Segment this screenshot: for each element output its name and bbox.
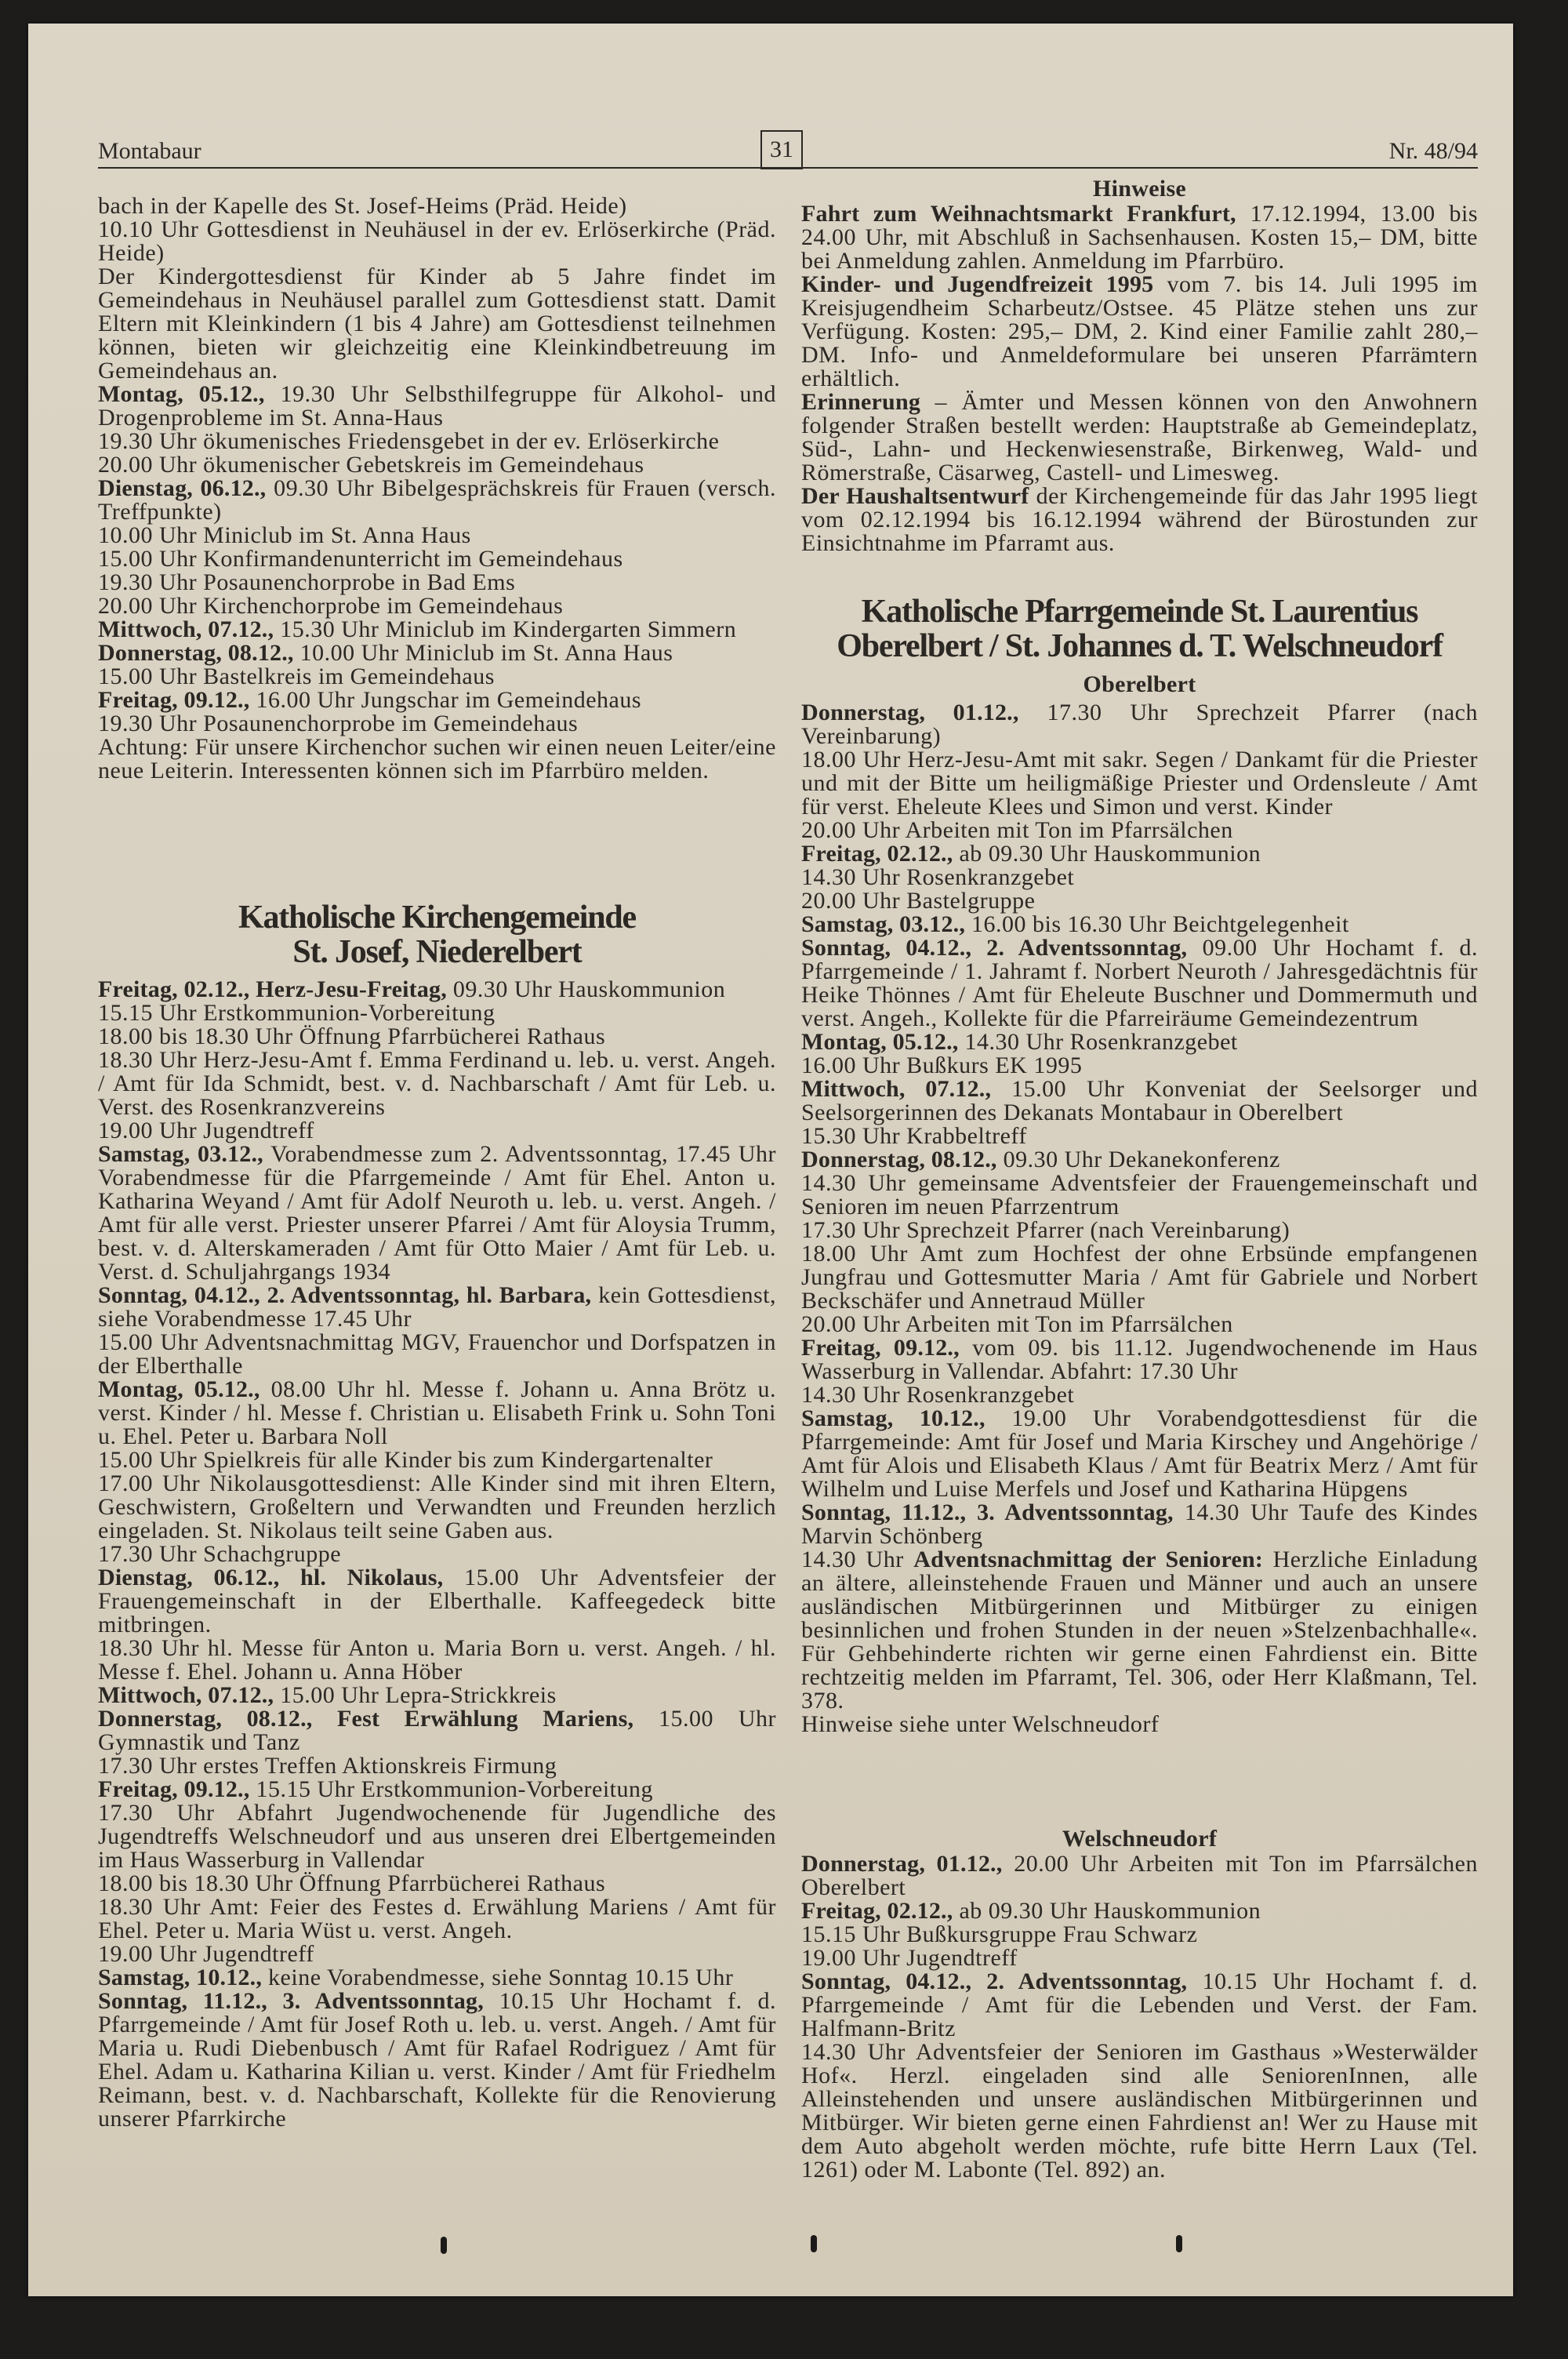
schedule-entry (98, 1143, 776, 1284)
entry-text: 20.00 Uhr Arbeiten mit Ton im Pfarrsälchen (801, 817, 1233, 843)
schedule-entry (801, 1970, 1478, 2041)
entry-text: 15.00 Uhr Adventsfeier der Frauengemeinschaft in der Elberthalle. Kaffeegedeck bitte mitbringen. (98, 1565, 776, 1637)
entry-text: 20.00 Uhr Arbeiten mit Ton im Pfarrsälchen Oberelbert (801, 1851, 1478, 1900)
schedule-entry (98, 1896, 776, 1943)
schedule-entry (801, 748, 1478, 819)
schedule-entry (801, 819, 1478, 842)
entry-prefix: 14.30 Uhr (801, 1547, 914, 1572)
schedule-entry (98, 1943, 776, 1966)
entry-bold-lead: Mittwoch, 07.12., (98, 1682, 274, 1708)
schedule-entry (98, 665, 776, 689)
schedule-entry (801, 1501, 1478, 1548)
niederelbert-entries (98, 978, 776, 2131)
entry-text: 15.00 Uhr Konveniat der Seelsorger und Seelsorgerinnen des Dekanats Montabaur in Oberelbert (801, 1076, 1478, 1125)
entry-text: 19.30 Uhr ökumenisches Friedensgebet in der ev. Erlöserkirche (98, 428, 720, 454)
oberelbert-entries (801, 701, 1478, 1736)
entry-text: 19.00 Uhr Jugendtreff (98, 1118, 314, 1143)
entry-text: 14.30 Uhr Adventsfeier der Senioren im Gasthaus »Westerwälder Hof«. Herzl. eingeladen sind alle SeniorenInnen, alle Alleinstehenden und unsere ausländischen Mitbürgerinnen und Mitbürger. Wir bieten gerne einen Fahrdienst an! Wer zu Hause mit dem Auto abgeholt werden möchte, rufe bitte Herrn Laux (Tel. 1261) oder M. Labonte (Tel. 892) an. (801, 2039, 1478, 2183)
schedule-entry (98, 1754, 776, 1778)
entry-bold-lead: Freitag, 09.12., (98, 1776, 250, 1802)
page-number: 31 (760, 130, 803, 169)
punch-mark (441, 2237, 447, 2254)
schedule-entry (801, 1407, 1478, 1501)
welschneudorf-heading: Welschneudorf (1062, 1826, 1218, 1852)
entry-text: 15.15 Uhr Bußkursgruppe Frau Schwarz (801, 1921, 1198, 1947)
entry-text: vom 7. bis 14. Juli 1995 im Kreisjugendheim Scharbeutz/Ostsee. 45 Plätze stehen uns zur Verfügung. Kosten: 295,– DM, 2. Kind einer Familie zahlt 280,– DM. Info- und Anmeldeformulare bei unseren Pfarrämtern erhältlich. (801, 271, 1478, 391)
entry-bold-lead: Samstag, 10.12., (801, 1405, 985, 1431)
entry-text: 10.10 Uhr Gottesdienst in Neuhäusel in der ev. Erlöserkirche (Präd. Heide) (98, 216, 776, 266)
entry-bold-lead: Freitag, 09.12., (801, 1335, 960, 1361)
entry-text: 17.30 Uhr Abfahrt Jugendwochenende für Jugendliche des Jugendtreffs Welschneudorf und aus unseren drei Elbertgemeinden im Haus Wasserburg in Vallendar (98, 1800, 776, 1873)
entry-text: 14.30 Uhr gemeinsame Adventsfeier der Frauengemeinschaft und Senioren im neuen Pfarrzentrum (801, 1170, 1478, 1219)
schedule-entry (98, 1049, 776, 1119)
entry-text: 15.00 Uhr Gymnastik und Tanz (98, 1706, 776, 1755)
schedule-entry (98, 1284, 776, 1331)
schedule-entry (801, 1923, 1478, 1946)
schedule-entry (801, 842, 1478, 866)
entry-text: ab 09.30 Uhr Hauskommunion (953, 841, 1261, 867)
entry-text: 15.30 Uhr Krabbeltreff (801, 1123, 1027, 1149)
entry-text: keine Vorabendmesse, siehe Sonntag 10.15 Uhr (262, 1965, 734, 1990)
schedule-entry (801, 1054, 1478, 1078)
punch-mark (811, 2235, 817, 2252)
schedule-entry (801, 1078, 1478, 1125)
oberelbert-heading: Oberelbert (1083, 671, 1196, 697)
entry-text: 09.00 Uhr Hochamt f. d. Pfarrgemeinde / 1. Jahramt f. Norbert Neuroth / Jahresgedächtnis für Heike Thönnes / Amt für Eheleute Buschner und Dommermuth und verst. Angeh., Kollekte für die Pfarreiräume Gemeindezentrum (801, 935, 1478, 1031)
entry-text: 19.00 Uhr Vorabendgottesdienst für die Pfarrgemeinde: Amt für Josef und Maria Kirschey und Angehörige / Amt für Alois und Elisabeth Klaus / Amt für Beatrix Merz / Amt für Wilhelm und Luise Merfels und Josef und Katharina Hüpgens (801, 1405, 1478, 1502)
entry-bold-lead: Erinnerung (801, 389, 921, 415)
schedule-entry (801, 913, 1478, 936)
schedule-entry (98, 642, 776, 665)
schedule-entry (801, 1172, 1478, 1219)
entry-text: 19.30 Uhr Posaunenchorprobe im Gemeindehaus (98, 711, 579, 736)
entry-bold-lead: Der Haushaltsentwurf (801, 483, 1029, 509)
entry-bold-lead: Sonntag, 11.12., 3. Adventssonntag, (98, 1988, 484, 2014)
left-top-entries (98, 194, 776, 783)
entry-text: 16.00 Uhr Bußkurs EK 1995 (801, 1052, 1083, 1078)
schedule-entry (98, 1566, 776, 1637)
punch-mark (1176, 2235, 1182, 2252)
entry-bold-lead: Freitag, 09.12., (98, 687, 250, 713)
entry-text: bach in der Kapelle des St. Josef-Heims (Präd. Heide) (98, 193, 627, 219)
schedule-entry (801, 1899, 1478, 1923)
hinweise-entries (801, 202, 1478, 555)
entry-text: 14.30 Uhr Rosenkranzgebet (801, 1382, 1075, 1408)
entry-text: 18.00 bis 18.30 Uhr Öffnung Pfarrbücherei Rathaus (98, 1023, 606, 1049)
schedule-entry (98, 194, 776, 218)
entry-text: 18.00 bis 18.30 Uhr Öffnung Pfarrbücherei Rathaus (98, 1870, 606, 1896)
entry-text: 18.00 Uhr Amt zum Hochfest der ohne Erbsünde empfangenen Jungfrau und Gottesmutter Maria / Amt für Gabriele und Norbert Beckschäfer und Annetraud Müller (801, 1241, 1478, 1314)
entry-bold-lead: Samstag, 10.12., (98, 1965, 263, 1990)
schedule-entry (98, 1872, 776, 1896)
niederelbert-heading-line2: St. Josef, Niederelbert (292, 934, 582, 970)
schedule-entry (801, 1852, 1478, 1899)
entry-bold-lead: Samstag, 03.12., (98, 1141, 263, 1167)
entry-bold-lead: Dienstag, 06.12., hl. Nikolaus, (98, 1565, 444, 1590)
entry-text: 19.30 Uhr Posaunenchorprobe in Bad Ems (98, 569, 516, 595)
welschneudorf-entries (801, 1852, 1478, 2182)
entry-text: Herzliche Einladung an ältere, alleinstehende Frauen und Männer und auch an unsere ausländischen Mitbürgerinnen und Mitbürger zu einigen besinnlichen und frohen Stunden in der neuen »Stelzenbachhalle«. Für Gehbehinderte richten wir gerne einen Fahrdienst ein. Bitte rechtzeitig melden im Pfarramt, Tel. 306, oder Herr Klaßmann, Tel. 378. (801, 1547, 1479, 1714)
schedule-entry (801, 273, 1478, 391)
entry-bold-lead: Donnerstag, 08.12., (801, 1147, 997, 1172)
schedule-entry (98, 1778, 776, 1801)
entry-text: 15.00 Uhr Adventsnachmittag MGV, Frauenchor und Dorfspatzen in der Elberthalle (98, 1329, 776, 1379)
schedule-entry (98, 383, 776, 430)
entry-bold-lead: Sonntag, 04.12., 2. Adventssonntag, (801, 935, 1188, 961)
entry-text: 16.00 Uhr Jungschar im Gemeindehaus (249, 687, 642, 713)
entry-text: 17.00 Uhr Nikolausgottesdienst: Alle Kinder sind mit ihren Eltern, Geschwistern, Großeltern und Verwandten und Freunden herzlich eingeladen. St. Nikolaus teilt seine Gaben aus. (98, 1470, 776, 1543)
entry-text: 17.30 Uhr Schachgruppe (98, 1541, 342, 1567)
entry-text: 20.00 Uhr Bastelgruppe (801, 888, 1036, 914)
schedule-entry (98, 1990, 776, 2131)
niederelbert-heading (98, 900, 776, 969)
schedule-entry (98, 430, 776, 453)
schedule-entry (98, 978, 776, 1001)
entry-text: 15.00 Uhr Konfirmandenunterricht im Gemeindehaus (98, 546, 623, 572)
entry-bold-lead: Sonntag, 04.12., 2. Adventssonntag, hl. Barbara, (98, 1282, 592, 1308)
entry-text: 09.30 Uhr Bibelgesprächskreis für Frauen (versch. Treffpunkte) (98, 475, 776, 525)
entry-text: Vorabendmesse zum 2. Adventssonntag, 17.45 Uhr Vorabendmesse für die Pfarrgemeinde / Amt für Ehel. Anton u. Katharina Weyand / Amt für Adolf Neuroth u. leb. u. verst. Angeh. / Amt für alle verst. Priester unserer Pfarrei / Amt für Aloysia Trumm, best. v. d. Alterskameraden / Amt für Otto Maier / Amt für Leb. u. Verst. d. Schuljahrgangs 1934 (98, 1141, 776, 1285)
entry-text: 18.30 Uhr Herz-Jesu-Amt f. Emma Ferdinand u. leb. u. verst. Angeh. / Amt für Ida Schmidt, best. v. d. Nachbarschaft / Amt für Leb. u. Verst. des Rosenkranzvereins (98, 1047, 776, 1120)
entry-text: 10.15 Uhr Hochamt f. d. Pfarrgemeinde / Amt für die Lebenden und Verst. der Fam. Halfmann-Britz (801, 1968, 1478, 2041)
entry-bold-lead: Montag, 05.12., (98, 381, 265, 407)
entry-bold-lead: Freitag, 02.12., Herz-Jesu-Freitag, (98, 976, 447, 1002)
schedule-entry (801, 1713, 1478, 1736)
entry-bold-lead: Samstag, 03.12., (801, 911, 966, 937)
entry-text: 17.12.1994, 13.00 bis 24.00 Uhr, mit Abschluß in Sachsenhausen. Kosten 15,– DM, bitte bei Anmeldung zahlen. Anmeldung im Pfarrbüro. (801, 201, 1479, 274)
entry-text: 17.30 Uhr Sprechzeit Pfarrer (nach Vereinbarung) (801, 700, 1478, 749)
entry-text: ab 09.30 Uhr Hauskommunion (953, 1898, 1261, 1924)
schedule-entry (801, 485, 1478, 555)
niederelbert-heading-line1: Katholische Kirchengemeinde (238, 900, 636, 936)
entry-bold-lead: Mittwoch, 07.12., (801, 1076, 992, 1102)
schedule-entry (98, 1684, 776, 1707)
schedule-entry (98, 1331, 776, 1378)
schedule-entry (801, 1030, 1478, 1054)
entry-text: Hinweise siehe unter Welschneudorf (801, 1711, 1160, 1737)
schedule-entry (98, 1801, 776, 1872)
entry-text: 14.30 Uhr Rosenkranzgebet (801, 864, 1075, 890)
schedule-entry (98, 689, 776, 712)
entry-text: 19.30 Uhr Selbsthilfegruppe für Alkohol- und Drogenprobleme im St. Anna-Haus (98, 381, 776, 431)
entry-bold-lead: Donnerstag, 08.12., Fest Erwählung Mariens, (98, 1706, 634, 1732)
entry-text: 18.30 Uhr Amt: Feier des Festes d. Erwählung Mariens / Amt für Ehel. Peter u. Maria Wüst u. verst. Angeh. (98, 1894, 776, 1943)
schedule-entry (801, 1242, 1478, 1313)
schedule-entry (801, 1383, 1478, 1407)
entry-text: 09.30 Uhr Dekanekonferenz (996, 1147, 1280, 1172)
hinweise-heading: Hinweise (1092, 176, 1187, 202)
entry-bold-lead: Mittwoch, 07.12., (98, 616, 274, 642)
schedule-entry (98, 477, 776, 524)
entry-text: Der Kindergottesdienst für Kinder ab 5 Jahre findet im Gemeindehaus in Neuhäusel parallel zum Gottesdienst statt. Damit Eltern mit Kleinkindern (1 bis 4 Jahre) am Gottesdienst teilnehmen können, bieten wir gleichzeitig eine Kleinkindbetreuung im Gemeindehaus an. (98, 264, 776, 383)
entry-text: 17.30 Uhr Sprechzeit Pfarrer (nach Vereinbarung) (801, 1217, 1290, 1243)
schedule-entry (98, 594, 776, 618)
entry-text: kein Gottesdienst, siehe Vorabendmesse 17.45 Uhr (98, 1282, 776, 1332)
schedule-entry (801, 202, 1478, 273)
schedule-entry (98, 712, 776, 736)
issue-number: Nr. 48/94 (1388, 138, 1478, 164)
schedule-entry (801, 1125, 1478, 1148)
entry-bold-lead: Kinder- und Jugendfreizeit 1995 (801, 271, 1154, 297)
entry-text: 18.30 Uhr hl. Messe für Anton u. Maria Born u. verst. Angeh. / hl. Messe f. Ehel. Johann u. Anna Höber (98, 1635, 776, 1685)
schedule-entry (801, 1219, 1478, 1242)
schedule-entry (801, 866, 1478, 889)
schedule-entry (98, 1001, 776, 1025)
schedule-entry (801, 889, 1478, 913)
entry-bold-lead: Donnerstag, 01.12., (801, 700, 1019, 725)
entry-bold-lead: Donnerstag, 01.12., (801, 1851, 1003, 1877)
schedule-entry (801, 391, 1478, 485)
entry-text: 20.00 Uhr ökumenischer Gebetskreis im Gemeindehaus (98, 452, 644, 478)
schedule-entry (98, 547, 776, 571)
entry-bold-lead: Montag, 05.12., (98, 1376, 260, 1402)
entry-bold-lead: Adventsnachmittag der Senioren: (913, 1547, 1264, 1572)
entry-text: 20.00 Uhr Arbeiten mit Ton im Pfarrsälchen (801, 1311, 1233, 1337)
entry-text: 09.30 Uhr Hauskommunion (446, 976, 726, 1002)
schedule-entry (98, 1025, 776, 1049)
entry-text: 10.00 Uhr Miniclub im St. Anna Haus (98, 522, 471, 548)
schedule-entry (98, 1378, 776, 1448)
schedule-entry (801, 936, 1478, 1030)
schedule-entry (98, 1543, 776, 1566)
entry-text: 15.30 Uhr Miniclub im Kindergarten Simmern (274, 616, 737, 642)
schedule-entry (98, 1707, 776, 1754)
schedule-entry (98, 1119, 776, 1143)
header-rule (98, 167, 1478, 169)
schedule-entry (801, 1336, 1478, 1383)
entry-text: 10.15 Uhr Hochamt f. d. Pfarrgemeinde / Amt für Josef Roth u. leb. u. verst. Angeh. / Amt für Maria u. Rudi Diebenbusch / Amt für Rafael Rodriguez / Amt für Ehel. Adam u. Katharina Kilian u. verst. Kinder / Amt für Friedhelm Reimann, best. v. d. Nachbarschaft, Kollekte für die Renovierung unserer Pfarrkirche (98, 1988, 776, 2132)
entry-bold-lead: Freitag, 02.12., (801, 1898, 953, 1924)
entry-bold-lead: Sonntag, 11.12., 3. Adventssonntag, (801, 1499, 1174, 1525)
entry-text: – Ämter und Messen können von den Anwohnern folgender Straßen bestellt werden: Hauptstraße ab Gemeindeplatz, Süd-, Lahn- und Heckenwiesenstraße, Birkenweg, Wald- und Römerstraße, Cäsarweg, Castell- und Limesweg. (801, 389, 1478, 485)
entry-text: 16.00 bis 16.30 Uhr Beichtgelegenheit (965, 911, 1349, 937)
entry-text: Achtung: Für unsere Kirchenchor suchen wir einen neuen Leiter/eine neue Leiterin. Interessenten können sich im Pfarrbüro melden. (98, 734, 776, 783)
entry-text: 08.00 Uhr hl. Messe f. Johann u. Anna Brötz u. verst. Kinder / hl. Messe f. Christian u. Elisabeth Frink u. Sohn Toni u. Ehel. Peter u. Barbara Noll (98, 1376, 776, 1449)
schedule-entry (98, 265, 776, 383)
schedule-entry (98, 1472, 776, 1543)
entry-bold-lead: Freitag, 02.12., (801, 841, 953, 867)
schedule-entry (98, 1448, 776, 1472)
schedule-entry (98, 571, 776, 594)
entry-text: 17.30 Uhr erstes Treffen Aktionskreis Firmung (98, 1753, 557, 1779)
schedule-entry (98, 524, 776, 547)
entry-text: 15.00 Uhr Lepra-Strickkreis (274, 1682, 557, 1708)
entry-text: 18.00 Uhr Herz-Jesu-Amt mit sakr. Segen / Dankamt für die Priester und mit der Bitte um heiligmäßige Priester und Ordensleute / Amt für verst. Eheleute Klees und Simon und verst. Kinder (801, 747, 1478, 820)
entry-text: 15.00 Uhr Bastelkreis im Gemeindehaus (98, 663, 495, 689)
town-name: Montabaur (98, 138, 201, 164)
entry-bold-lead: Sonntag, 04.12., 2. Adventssonntag, (801, 1968, 1188, 1994)
entry-text: 19.00 Uhr Jugendtreff (801, 1945, 1018, 1971)
schedule-entry (801, 2041, 1478, 2182)
schedule-entry (801, 701, 1478, 748)
entry-text: 10.00 Uhr Miniclub im St. Anna Haus (293, 640, 673, 666)
entry-bold-lead: Dienstag, 06.12., (98, 475, 267, 501)
schedule-entry (98, 218, 776, 265)
entry-text: 19.00 Uhr Jugendtreff (98, 1941, 314, 1967)
schedule-entry (801, 1946, 1478, 1970)
schedule-entry (98, 453, 776, 477)
schedule-entry (98, 736, 776, 783)
entry-text: 15.15 Uhr Erstkommunion-Vorbereitung (98, 1000, 495, 1026)
laurentius-heading-line2: Oberelbert / St. Johannes d. T. Welschneudorf (837, 628, 1443, 664)
schedule-entry (801, 1548, 1478, 1713)
entry-text: 15.15 Uhr Erstkommunion-Vorbereitung (249, 1776, 654, 1802)
laurentius-heading-line1: Katholische Pfarrgemeinde St. Laurentius (861, 594, 1418, 630)
entry-text: der Kirchengemeinde für das Jahr 1995 liegt vom 02.12.1994 bis 16.12.1994 während der Bürostunden zur Einsichtnahme im Pfarramt aus. (801, 483, 1478, 556)
entry-text: vom 09. bis 11.12. Jugendwochenende im Haus Wasserburg in Vallendar. Abfahrt: 17.30 Uhr (801, 1335, 1478, 1384)
schedule-entry (98, 1966, 776, 1990)
laurentius-heading (792, 594, 1487, 663)
entry-bold-lead: Montag, 05.12., (801, 1029, 959, 1055)
schedule-entry (98, 1637, 776, 1684)
entry-text: 14.30 Uhr Rosenkranzgebet (958, 1029, 1238, 1055)
entry-text: 20.00 Uhr Kirchenchorprobe im Gemeindehaus (98, 593, 564, 619)
entry-bold-lead: Fahrt zum Weihnachtsmarkt Frankfurt, (801, 201, 1236, 227)
schedule-entry (801, 1313, 1478, 1336)
schedule-entry (801, 1148, 1478, 1172)
entry-text: 14.30 Uhr Taufe des Kindes Marvin Schönberg (801, 1499, 1478, 1549)
entry-bold-lead: Donnerstag, 08.12., (98, 640, 294, 666)
entry-text: 15.00 Uhr Spielkreis für alle Kinder bis zum Kindergartenalter (98, 1447, 713, 1473)
schedule-entry (98, 618, 776, 642)
